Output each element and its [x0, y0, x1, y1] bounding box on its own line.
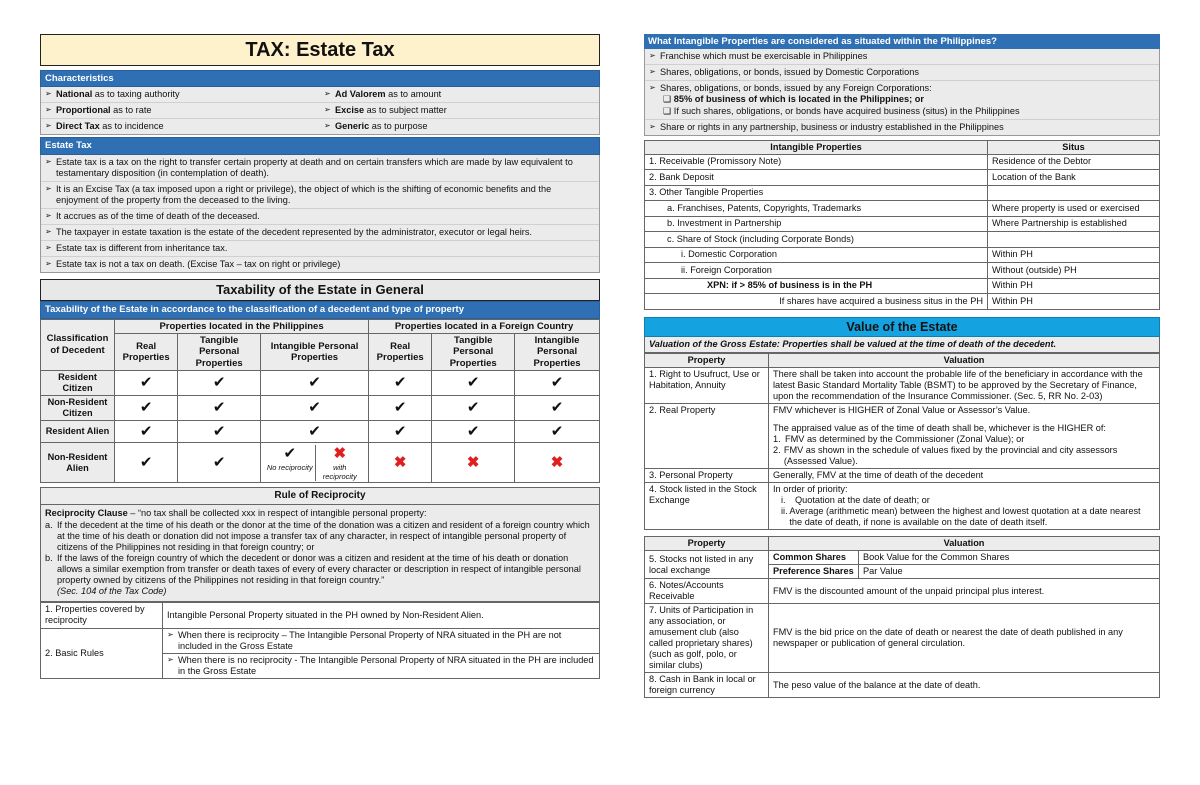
characteristics-list [40, 87, 600, 135]
col-header: Intangible Personal Properties [261, 333, 369, 370]
table-row [41, 371, 600, 396]
char-item: ➢ Ad Valorem as to amount [320, 87, 599, 103]
col-header: Property [645, 353, 769, 367]
check-icon: ✔ [212, 374, 226, 392]
group-ph: Properties located in the Philippines [115, 319, 369, 333]
row-label: Non-Resident Citizen [41, 396, 115, 421]
check-icon: ✔ [466, 374, 480, 392]
taxability-subheader: Taxability of the Estate in accordance to the classification of a decedent and type of property [40, 301, 600, 318]
table-row: a. Franchises, Patents, Copyrights, Trademarks Where property is used or exercised [645, 201, 1160, 217]
col-header: Tangible Personal Properties [432, 333, 515, 370]
valuation-table [644, 353, 1160, 530]
col-header: Property [645, 537, 769, 551]
no-reciprocity-note: No reciprocity [266, 462, 313, 472]
intangible-item: ➢ Franchise which must be exercisable in Philippines [645, 49, 1159, 65]
value-subheader: Valuation of the Gross Estate: Properties shall be valued at the time of death of the decedent. [644, 337, 1160, 353]
rule-no-reciprocity: When there is no reciprocity - The Intangible Personal Property of NRA situated in the PH are included in the Gross Estate [178, 654, 594, 676]
estate-tax-item: ➢ It accrues as of the time of death of the deceased. [41, 209, 599, 225]
estate-tax-item: ➢ The taxpayer in estate taxation is the estate of the decedent represented by the administrator, executor or legal heirs. [41, 225, 599, 241]
table-row: 1. Right to Usufruct, Use or Habitation, Annuity There shall be taken into account the probable life of the beneficiary in accordance with the latest Basic Standard Mortality Table (BSMT) to be approved by the Secretary of Finance, upon the recommendation of the Insurance Commissioner. (Sec. 5, RR No. 2-03) [645, 367, 1160, 403]
check-icon: ✔ [550, 374, 564, 392]
col-header: Intangible Personal Properties [515, 333, 600, 370]
rule-label: 2. Basic Rules [41, 628, 163, 678]
sub-item: ❑ If such shares, obligations, or bonds have acquired business (situs) in the Philippines [663, 105, 1020, 116]
table-row: 6. Notes/Accounts Receivable FMV is the discounted amount of the unpaid principal plus interest. [645, 579, 1160, 604]
table-row [41, 396, 600, 421]
col-header: Real Properties [369, 333, 432, 370]
reciprocity-clause: Reciprocity Clause – “no tax shall be collected xxx in respect of intangible personal property: a. If the decedent at the time of his death or the donor at the time of the donation was a citizen and resident of a foreign country which at the time of his death or donation did not impose a transfer tax of any character, in respect of intangible personal property of citizens of the Philippines not residing in that foreign country; or b. If the laws of the foreign country of which the decedent or donor was a citizen and resident at the time of his death or donation allows a similar exemption from transfer or death taxes of every of every character or description in respect of intangible personal property owned by citizens of the Philippines not residing in that foreign country.” (Sec. 104 of the Tax Code) [40, 504, 600, 602]
rule-reciprocity: When there is reciprocity – The Intangible Personal Property of NRA situated in the PH are not included in the Gross Estate [178, 629, 562, 651]
page-title: TAX: Estate Tax [40, 34, 600, 66]
check-icon: ✔ [139, 374, 153, 392]
col-classification: Classification of Decedent [41, 319, 115, 371]
taxability-title: Taxability of the Estate in General [40, 279, 600, 301]
valuation-table-2 [644, 536, 1160, 698]
rule-text: Intangible Personal Property situated in the PH owned by Non-Resident Alien. [163, 603, 600, 628]
left-page [40, 34, 600, 679]
tax-code-citation: (Sec. 104 of the Tax Code) [57, 586, 167, 597]
col-header: Situs [988, 140, 1160, 154]
sub-item: ❑ 85% of business of which is located in the Philippines; or [663, 94, 924, 105]
intangible-list [644, 49, 1160, 135]
reciprocity-header: Rule of Reciprocity [40, 487, 600, 504]
check-icon: ✔ [283, 444, 297, 462]
table-row: 4. Stock listed in the Stock Exchange In order of priority: i. Quotation at the date of death; or ii. Average (arithmetic mean) between the highest and lowest quotation at a date nearest the date of death, if none is available on the date of death itself. [645, 482, 1160, 529]
intangible-header: What Intangible Properties are considered as situated within the Philippines? [644, 34, 1160, 49]
value-estate-header: Value of the Estate [644, 317, 1160, 337]
right-page [644, 34, 1160, 698]
reciprocity-rules-table: 1. Properties covered by reciprocity Intangible Personal Property situated in the PH owned by Non-Resident Alien. 2. Basic Rules ➢ When there is reciprocity – The Intangible Personal Property of NRA situated in the PH are not included in the Gross Estate ➢ When there is no reciprocity - The Intangible Personal Property of NRA situated in the PH are included in the Gross Estate [40, 602, 600, 678]
col-header: Valuation [769, 537, 1160, 551]
cross-icon: ✖ [550, 453, 564, 471]
estate-tax-item: ➢ Estate tax is not a tax on death. (Excise Tax – tax on right or privilege) [45, 259, 341, 270]
table-row: 3. Personal Property Generally, FMV at the time of death of the decedent [645, 468, 1160, 482]
estate-tax-item: ➢ Estate tax is a tax on the right to transfer certain property at death and on certain transfers which are made by law equivalent to testamentary disposition (in contemplation of death). [41, 155, 599, 182]
row-label: Resident Alien [41, 421, 115, 443]
table-row: 1. Receivable (Promissory Note) Residence of the Debtor [645, 154, 1160, 170]
table-row: ii. Foreign Corporation Without (outside) PH [645, 263, 1160, 279]
table-row: XPN: if > 85% of business is in the PH Within PH [645, 278, 1160, 294]
check-icon: ✔ [393, 422, 407, 440]
row-label: Resident Citizen [41, 371, 115, 396]
characteristics-header: Characteristics [40, 70, 600, 87]
check-icon: ✔ [466, 422, 480, 440]
check-icon: ✔ [139, 399, 153, 417]
col-header: Valuation [769, 353, 1160, 367]
col-header: Tangible Personal Properties [178, 333, 261, 370]
intangible-item: ➢ Shares, obligations, or bonds, issued by Domestic Corporations [645, 65, 1159, 81]
table-row: 3. Other Tangible Properties [645, 185, 1160, 201]
cross-icon: ✖ [393, 453, 407, 471]
clause-b: If the laws of the foreign country of which the decedent or donor was a citizen and resident at the time of his death or donation allows a similar exemption from transfer or death taxes of every of every character or description in respect of intangible personal property owned by citizens of the Philippines not residing in that foreign country.” [57, 553, 581, 586]
intangible-item: ➢ Shares, obligations, or bonds, issued by any Foreign Corporations: ❑ 85% of business of which is located in the Philippines; or ❑ If such shares, obligations, or bonds have acquired business (situs) in the Philippines [645, 81, 1159, 119]
check-icon: ✔ [393, 399, 407, 417]
table-row [41, 443, 600, 483]
table-row: b. Investment in Partnership Where Partnership is established [645, 216, 1160, 232]
estate-tax-item: ➢ Estate tax is different from inheritance tax. [41, 241, 599, 257]
char-item: ➢ Direct Tax as to incidence [41, 119, 320, 134]
table-row [41, 421, 600, 443]
char-item: ➢ Excise as to subject matter [320, 103, 599, 119]
clause-label: Reciprocity Clause [45, 508, 128, 519]
check-icon: ✔ [466, 399, 480, 417]
check-icon: ✔ [308, 422, 321, 440]
situs-table [644, 140, 1160, 310]
clause-text: – “no tax shall be collected xxx in respect of intangible personal property: [127, 508, 427, 519]
check-icon: ✔ [550, 422, 564, 440]
cross-icon: ✖ [333, 444, 347, 462]
char-item: ➢ National as to taxing authority [41, 87, 320, 103]
table-row: 8. Cash in Bank in local or foreign currency The peso value of the balance at the date of death. [645, 673, 1160, 698]
table-row: c. Share of Stock (including Corporate Bonds) [645, 232, 1160, 248]
col-header: Real Properties [115, 333, 178, 370]
col-header: Intangible Properties [645, 140, 988, 154]
table-row: Preference Shares Par Value [645, 565, 1160, 579]
check-icon: ✔ [393, 374, 407, 392]
check-icon: ✔ [308, 399, 321, 417]
check-icon: ✔ [139, 422, 153, 440]
cross-icon: ✖ [466, 453, 480, 471]
rule-label: 1. Properties covered by reciprocity [41, 603, 163, 628]
row-label: Non-Resident Alien [41, 443, 115, 483]
check-icon: ✔ [212, 453, 226, 471]
check-icon: ✔ [212, 399, 226, 417]
table-row: 5. Stocks not listed in any local exchange Common Shares Book Value for the Common Shares [645, 551, 1160, 565]
check-icon: ✔ [139, 453, 153, 471]
taxability-table [40, 319, 600, 484]
table-row: 2. Real Property FMV whichever is HIGHER of Zonal Value or Assessor’s Value. The appraised value as of the time of death shall be, whichever is the HIGHER of: 1. FMV as determined by the Commissioner (Zonal Value); or 2. FMV as shown in the schedule of values fixed by the provincial and city assessors (Assessed Value). [645, 403, 1160, 468]
table-row: 2. Bank Deposit Location of the Bank [645, 170, 1160, 186]
estate-tax-header: Estate Tax [40, 137, 600, 154]
group-foreign: Properties located in a Foreign Country [369, 319, 600, 333]
table-row: 7. Units of Participation in any association, or amusement club (also called proprietary shares) (such as golf, polo, or similar clubs) FMV is the bid price on the date of death or nearest the date of death published in any newspaper or publication of general circulation. [645, 604, 1160, 673]
table-row: If shares have acquired a business situs in the PH Within PH [645, 294, 1160, 310]
intangible-item: ➢ Share or rights in any partnership, business or industry established in the Philippines [645, 120, 1159, 135]
char-item: ➢ Generic as to purpose [320, 119, 599, 134]
check-icon: ✔ [550, 399, 564, 417]
check-icon: ✔ [212, 422, 226, 440]
estate-tax-list [40, 155, 600, 273]
with-reciprocity-note: with reciprocity [322, 462, 357, 481]
char-item: ➢ Proportional as to rate [41, 103, 320, 119]
table-row: i. Domestic Corporation Within PH [645, 247, 1160, 263]
check-icon: ✔ [308, 374, 321, 392]
estate-tax-item: ➢ It is an Excise Tax (a tax imposed upon a right or privilege), the object of which is the shifting of economic benefits and the enjoyment of the property from the deceased to the living. [41, 182, 599, 209]
clause-a: If the decedent at the time of his death or the donor at the time of the donation was a citizen and resident of a foreign country which at the time of his death or donation did not impose a transfer tax of any character, in respect of intangible personal property of citizens of the Philippines not residing in that foreign country; or [57, 520, 590, 553]
